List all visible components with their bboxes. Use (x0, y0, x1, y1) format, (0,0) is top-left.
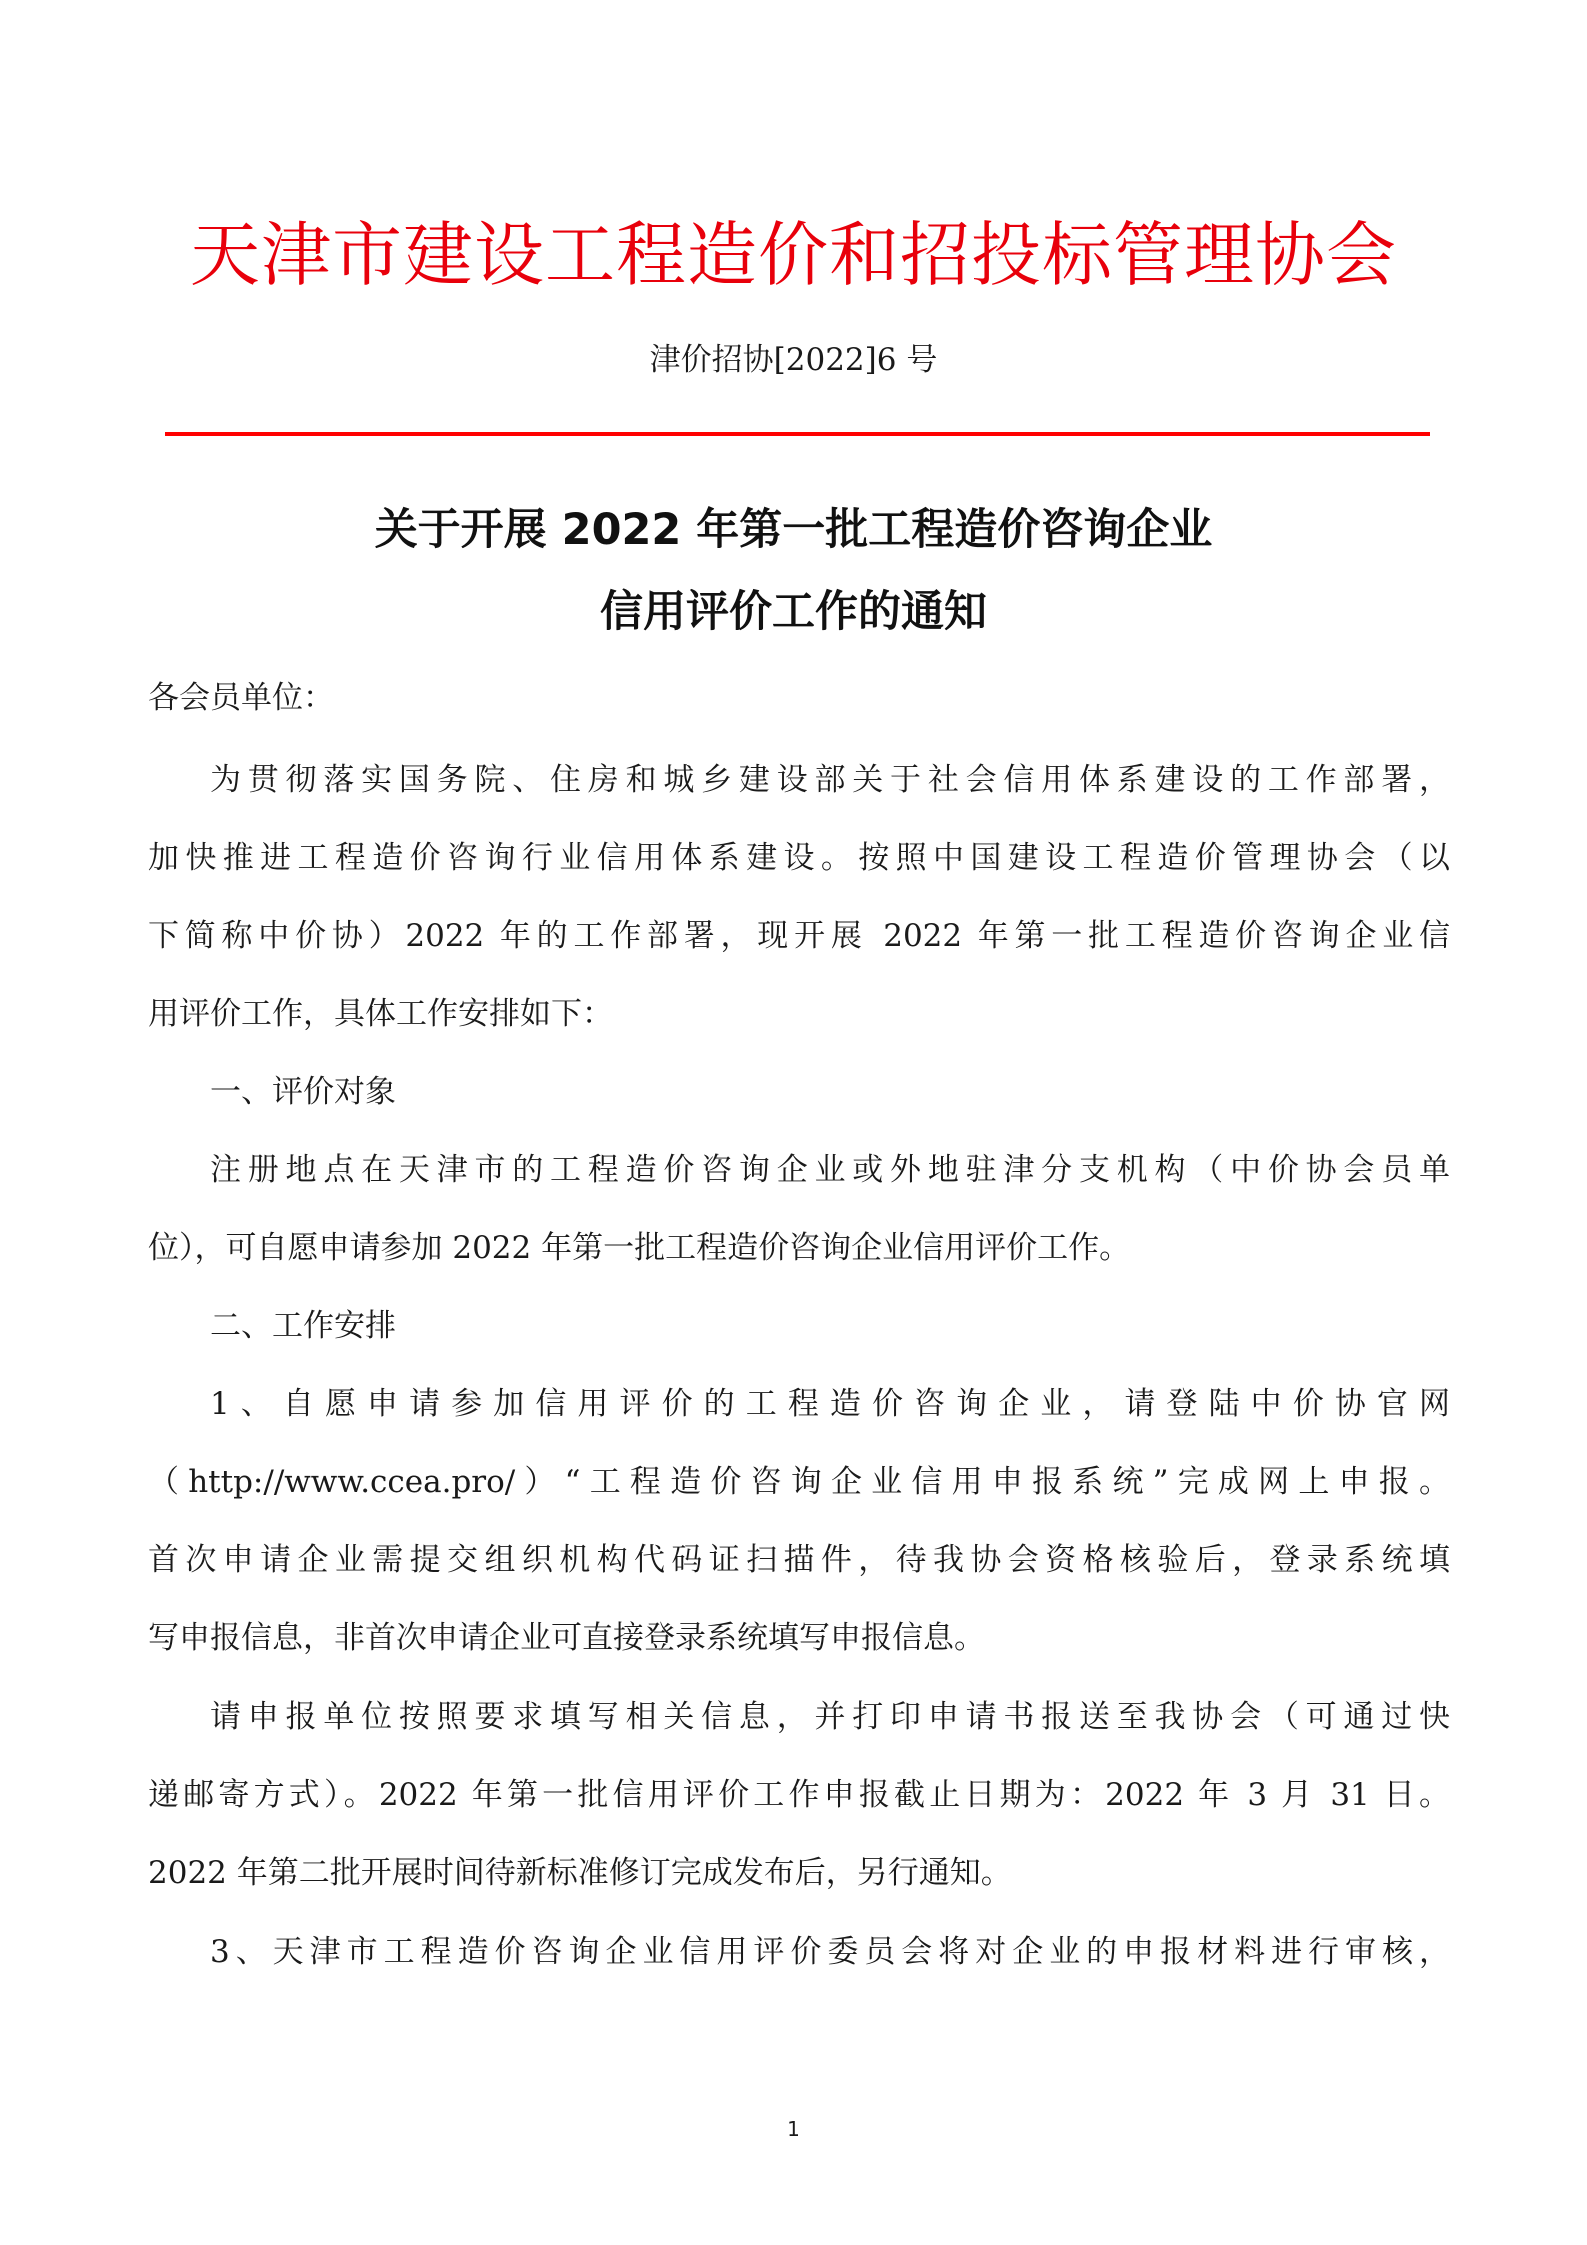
item-1-line: 首次申请企业需提交组织机构代码证扫描件，待我协会资格核验后，登录系统填 (148, 1542, 1450, 1578)
item-1-line: 写申报信息，非首次申请企业可直接登录系统填写申报信息。 (148, 1620, 985, 1656)
paragraph-intro-line: 下简称中价协）2022 年的工作部署，现开展 2022 年第一批工程造价咨询企业信 (148, 918, 1450, 954)
notice-title-line-1: 关于开展 2022 年第一批工程造价咨询企业 (374, 505, 1213, 555)
item-1-line: （http://www.ccea.pro/）“工程造价咨询企业信用申报系统”完成网上申报。 (148, 1464, 1450, 1500)
section-heading-evaluation-target: 一、评价对象 (210, 1074, 396, 1110)
notice-title-line-2: 信用评价工作的通知 (600, 587, 987, 637)
item-2-line: 2022 年第二批开展时间待新标准修订完成发布后，另行通知。 (148, 1855, 1012, 1891)
item-2-line: 递邮寄方式）。2022 年第一批信用评价工作申报截止日期为：2022 年 3 月 31 日。 (148, 1777, 1450, 1813)
paragraph-intro-line: 用评价工作，具体工作安排如下： (148, 996, 613, 1032)
page-number: 1 (787, 2117, 800, 2141)
section-1-paragraph-line: 注册地点在天津市的工程造价咨询企业或外地驻津分支机构（中价协会员单 (210, 1152, 1450, 1188)
item-2-line: 请申报单位按照要求填写相关信息，并打印申请书报送至我协会（可通过快 (210, 1699, 1450, 1735)
red-divider-line (165, 432, 1430, 436)
section-1-paragraph-line: 位），可自愿申请参加 2022 年第一批工程造价咨询企业信用评价工作。 (148, 1230, 1131, 1266)
document-number: 津价招协[2022]6 号 (649, 342, 938, 378)
paragraph-intro-line: 为贯彻落实国务院、住房和城乡建设部关于社会信用体系建设的工作部署， (210, 762, 1450, 798)
paragraph-intro-line: 加快推进工程造价咨询行业信用体系建设。按照中国建设工程造价管理协会（以 (148, 840, 1450, 876)
item-3-line: 3、天津市工程造价咨询企业信用评价委员会将对企业的申报材料进行审核， (210, 1934, 1450, 1970)
item-1-line: 1、自愿申请参加信用评价的工程造价咨询企业，请登陆中价协官网 (210, 1386, 1450, 1422)
section-heading-work-arrangement: 二、工作安排 (210, 1308, 396, 1344)
salutation: 各会员单位： (148, 680, 334, 716)
organization-name: 天津市建设工程造价和招投标管理协会 (190, 214, 1397, 296)
